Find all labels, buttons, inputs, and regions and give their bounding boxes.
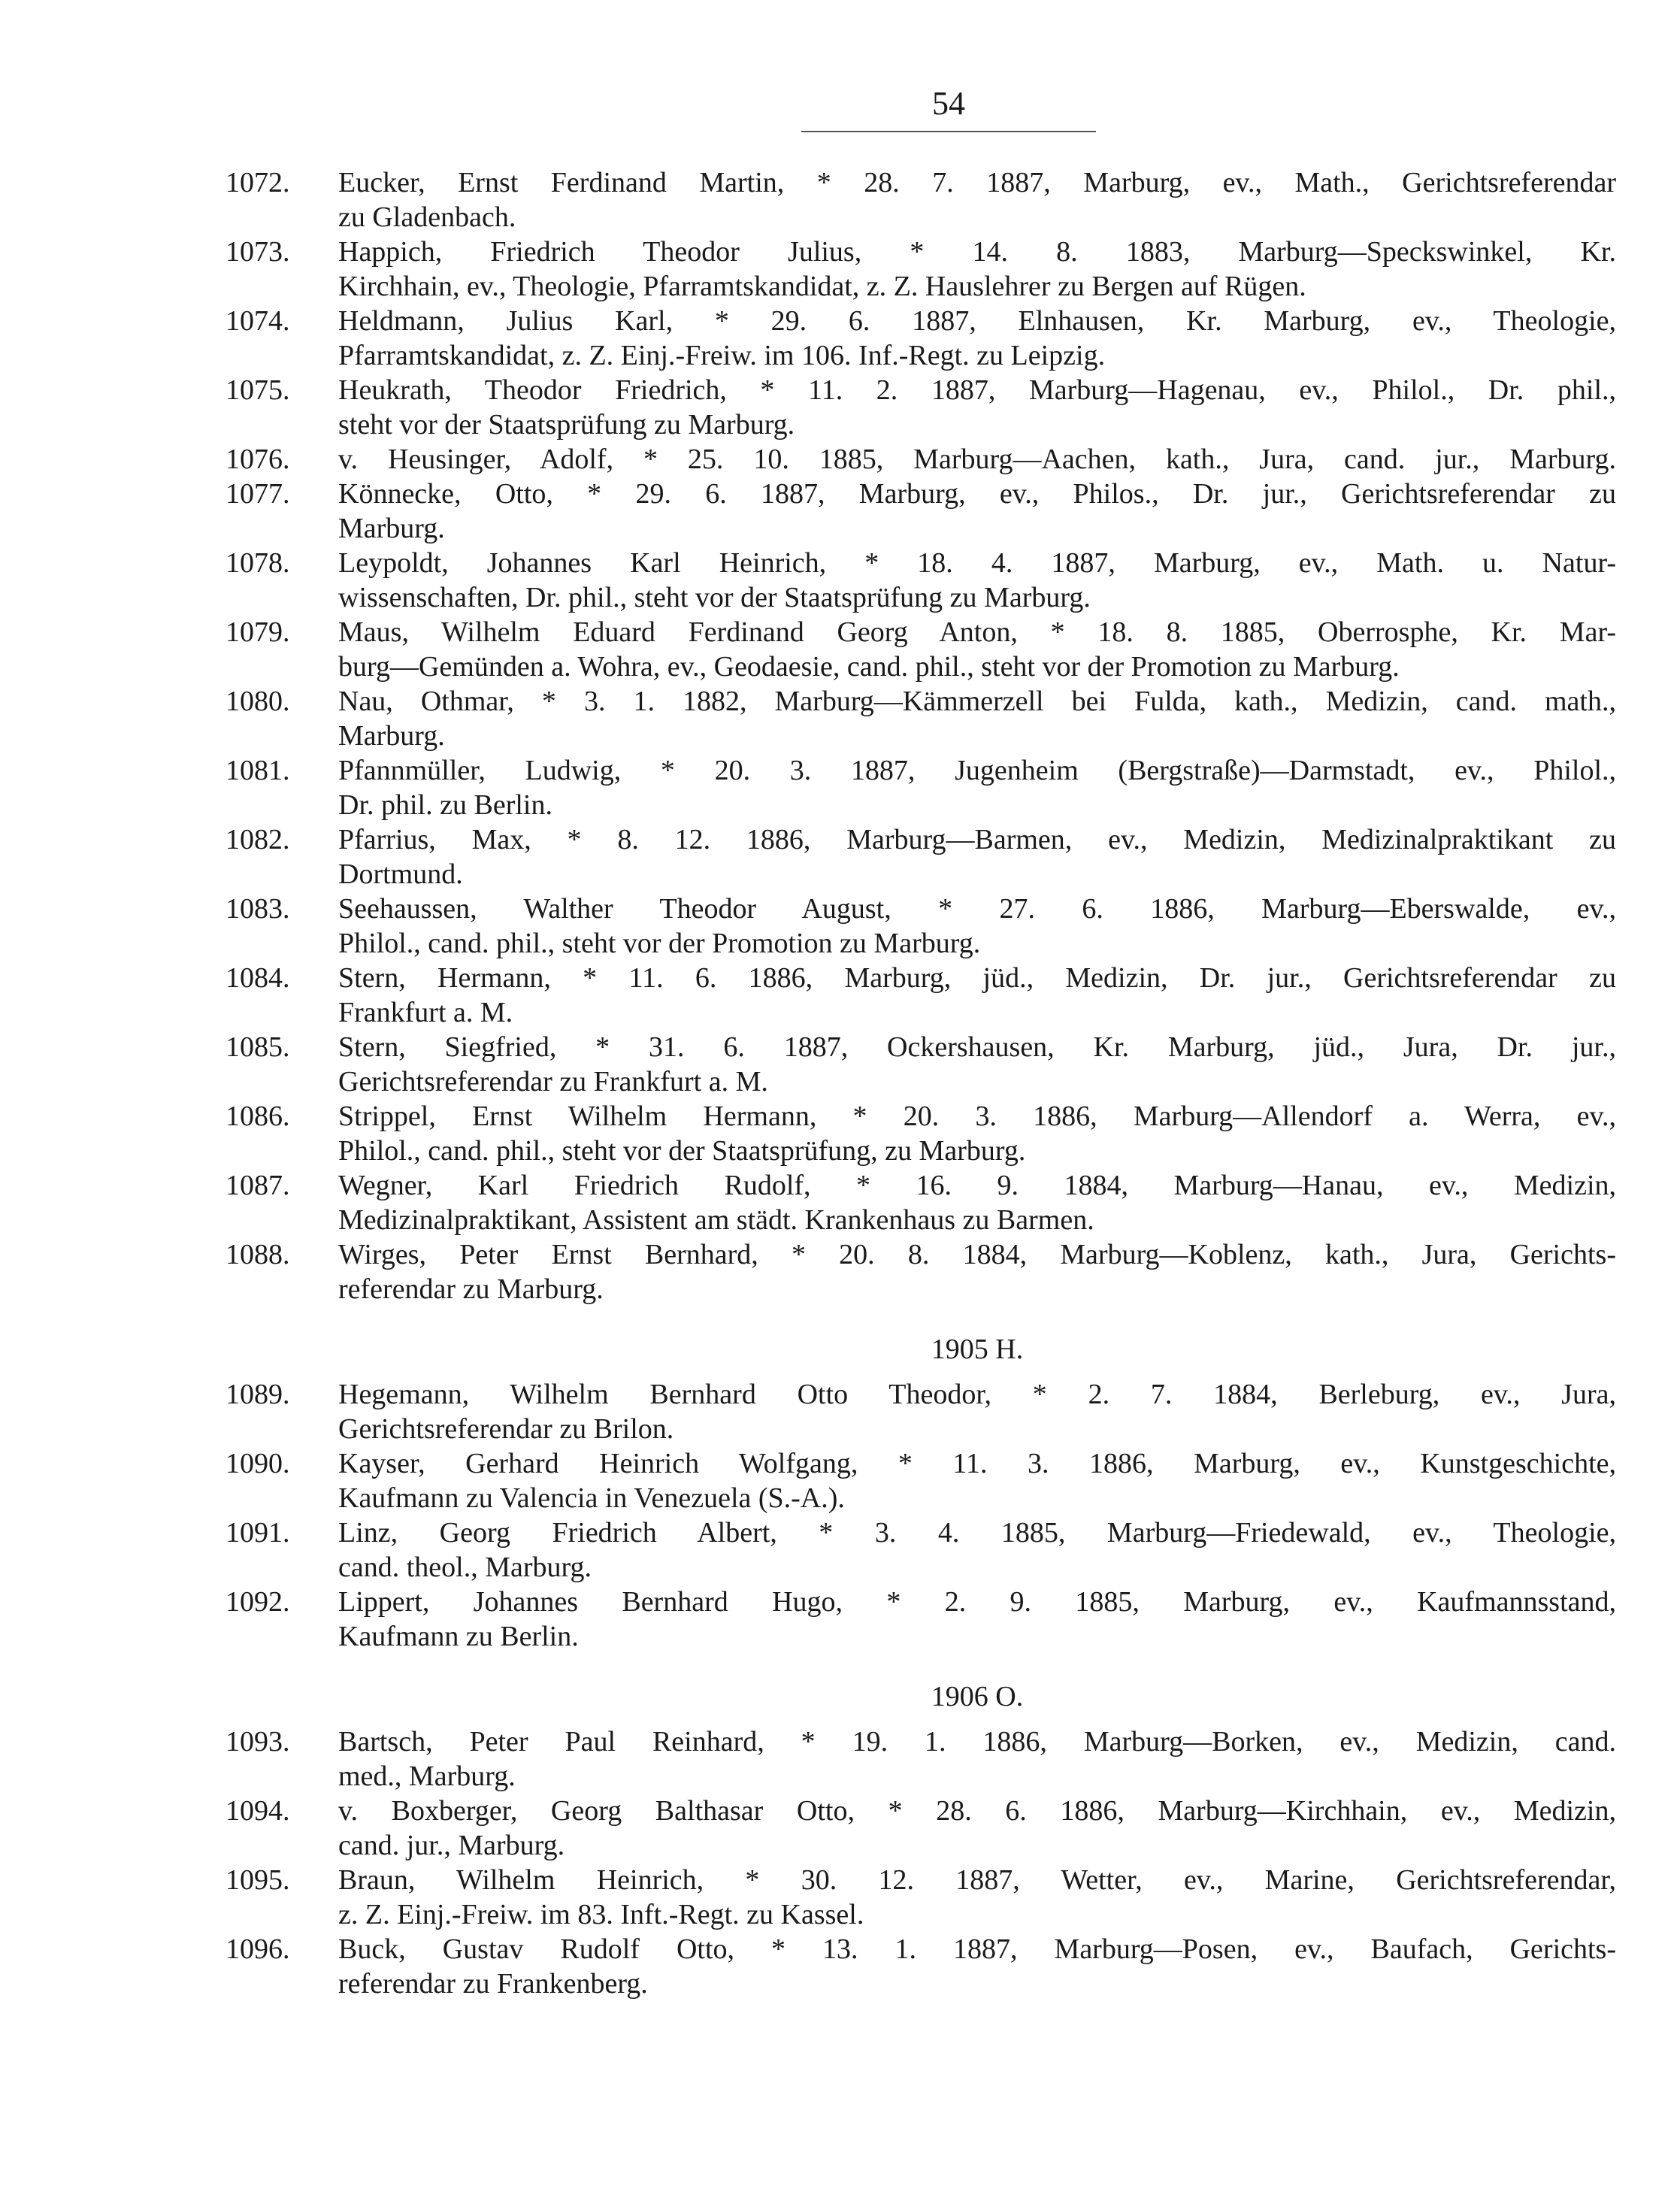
register-entry — [226, 615, 1616, 684]
entry-text-line-2: Dortmund. — [338, 858, 463, 890]
entry-text-line-2: Dr. phil. zu Berlin. — [338, 789, 552, 821]
register-entry — [226, 442, 1616, 477]
register-entry — [226, 235, 1616, 304]
entry-text-line-1: v. Heusinger, Adolf, * 25. 10. 1885, Marburg—Aachen, kath., Jura, cand. jur., Marburg. — [338, 444, 1616, 475]
entry-number: 1076. — [226, 444, 290, 475]
entry-text-line-1: Könnecke, Otto, * 29. 6. 1887, Marburg, ev., Philos., Dr. jur., Gerichtsreferendar zu — [338, 478, 1616, 510]
entry-text-line-1: Nau, Othmar, * 3. 1. 1882, Marburg—Kämmerzell bei Fulda, kath., Medizin, cand. math., — [338, 686, 1616, 717]
entry-text-line-2: Kirchhain, ev., Theologie, Pfarramtskandidat, z. Z. Hauslehrer zu Bergen auf Rügen. — [338, 271, 1306, 302]
entry-number: 1094. — [226, 1795, 290, 1827]
entry-text-line-1: Wirges, Peter Ernst Bernhard, * 20. 8. 1884, Marburg—Koblenz, kath., Jura, Gerichts- — [338, 1239, 1616, 1270]
page-number-rule — [801, 131, 1096, 132]
register-entry — [226, 1724, 1616, 1794]
entry-number: 1072. — [226, 167, 290, 198]
register-entry — [226, 304, 1616, 373]
entry-text-line-2: Marburg. — [338, 720, 445, 752]
entry-text-line-1: Braun, Wilhelm Heinrich, * 30. 12. 1887, Wetter, ev., Marine, Gerichtsreferendar, — [338, 1864, 1616, 1896]
entry-text-line-1: Pfarrius, Max, * 8. 12. 1886, Marburg—Barmen, ev., Medizin, Medizinalpraktikant zu — [338, 824, 1616, 855]
entry-text-line-1: Heldmann, Julius Karl, * 29. 6. 1887, Elnhausen, Kr. Marburg, ev., Theologie, — [338, 305, 1616, 337]
entry-text-line-1: Heukrath, Theodor Friedrich, * 11. 2. 1887, Marburg—Hagenau, ev., Philol., Dr. phil., — [338, 374, 1616, 406]
register-entry — [226, 1863, 1616, 1932]
register-entry — [226, 1237, 1616, 1306]
entry-text-line-2: med., Marburg. — [338, 1761, 516, 1792]
entry-number: 1090. — [226, 1448, 290, 1479]
entry-text-line-2: burg—Gemünden a. Wohra, ev., Geodaesie, cand. phil., steht vor der Promotion zu Marburg. — [338, 651, 1400, 683]
entry-number: 1096. — [226, 1933, 290, 1965]
register-entry — [226, 892, 1616, 961]
entry-text-line-1: Leypoldt, Johannes Karl Heinrich, * 18. 4. 1887, Marburg, ev., Math. u. Natur- — [338, 547, 1616, 579]
entry-text-line-1: Seehaussen, Walther Theodor August, * 27. 6. 1886, Marburg—Eberswalde, ev., — [338, 893, 1616, 925]
entry-text-line-2: Philol., cand. phil., steht vor der Staatsprüfung, zu Marburg. — [338, 1135, 1026, 1167]
register-entry — [226, 1377, 1616, 1446]
entry-text-line-2: Marburg. — [338, 513, 445, 544]
entry-number: 1091. — [226, 1517, 290, 1549]
entry-text-line-1: v. Boxberger, Georg Balthasar Otto, * 28. 6. 1886, Marburg—Kirchhain, ev., Medizin, — [338, 1795, 1616, 1827]
entry-number: 1087. — [226, 1170, 290, 1201]
entry-number: 1081. — [226, 755, 290, 786]
entry-text-line-2: referendar zu Marburg. — [338, 1273, 604, 1305]
entry-text-line-2: Gerichtsreferendar zu Brilon. — [338, 1413, 674, 1445]
entry-text-line-2: zu Gladenbach. — [338, 201, 516, 233]
entry-number: 1074. — [226, 305, 290, 337]
register-entry — [226, 1932, 1616, 2001]
entry-number: 1077. — [226, 478, 290, 510]
entry-number: 1075. — [226, 374, 290, 406]
entry-text-line-2: cand. jur., Marburg. — [338, 1830, 565, 1861]
entry-text-line-2: Pfarramtskandidat, z. Z. Einj.-Freiw. im 106. Inf.-Regt. zu Leipzig. — [338, 340, 1106, 371]
register-entry — [226, 477, 1616, 546]
register-entry — [226, 961, 1616, 1030]
entry-text-line-2: Kaufmann zu Berlin. — [338, 1621, 579, 1652]
register-entries — [226, 165, 1616, 2001]
entry-text-line-2: z. Z. Einj.-Freiw. im 83. Inft.-Regt. zu Kassel. — [338, 1899, 864, 1930]
entry-number: 1093. — [226, 1726, 290, 1758]
entry-text-line-2: Frankfurt a. M. — [338, 997, 513, 1028]
entry-text-line-2: wissenschaften, Dr. phil., steht vor der Staatsprüfung zu Marburg. — [338, 582, 1091, 613]
entry-text-line-1: Eucker, Ernst Ferdinand Martin, * 28. 7. 1887, Marburg, ev., Math., Gerichtsreferendar — [338, 167, 1616, 198]
entry-number: 1092. — [226, 1586, 290, 1618]
page-number: 54 — [932, 85, 965, 122]
entry-number: 1079. — [226, 616, 290, 648]
entry-text-line-2: referendar zu Frankenberg. — [338, 1968, 648, 2000]
entry-number: 1089. — [226, 1379, 290, 1410]
register-entry — [226, 753, 1616, 822]
entry-text-line-2: Gerichtsreferendar zu Frankfurt a. M. — [338, 1066, 768, 1098]
entry-number: 1073. — [226, 236, 290, 268]
entry-number: 1078. — [226, 547, 290, 579]
register-entry — [226, 1446, 1616, 1515]
register-entry — [226, 1515, 1616, 1585]
entry-text-line-1: Stern, Siegfried, * 31. 6. 1887, Ockershausen, Kr. Marburg, jüd., Jura, Dr. jur., — [338, 1031, 1616, 1063]
entry-text-line-1: Wegner, Karl Friedrich Rudolf, * 16. 9. 1884, Marburg—Hanau, ev., Medizin, — [338, 1170, 1616, 1201]
entry-text-line-2: Kaufmann zu Valencia in Venezuela (S.-A.). — [338, 1482, 845, 1514]
entry-number: 1085. — [226, 1031, 290, 1063]
section-heading: 1906 O. — [931, 1681, 1024, 1712]
register-entry — [226, 373, 1616, 442]
entry-number: 1082. — [226, 824, 290, 855]
entry-text-line-1: Hegemann, Wilhelm Bernhard Otto Theodor, * 2. 7. 1884, Berleburg, ev., Jura, — [338, 1379, 1616, 1410]
register-entry — [226, 1585, 1616, 1654]
entry-text-line-2: Medizinalpraktikant, Assistent am städt. Krankenhaus zu Barmen. — [338, 1204, 1094, 1236]
register-entry — [226, 1099, 1616, 1168]
entry-text-line-1: Strippel, Ernst Wilhelm Hermann, * 20. 3. 1886, Marburg—Allendorf a. Werra, ev., — [338, 1101, 1616, 1132]
entry-text-line-1: Stern, Hermann, * 11. 6. 1886, Marburg, jüd., Medizin, Dr. jur., Gerichtsreferendar zu — [338, 962, 1616, 994]
register-entry — [226, 1794, 1616, 1863]
section-heading: 1905 H. — [931, 1334, 1024, 1365]
entry-text-line-1: Happich, Friedrich Theodor Julius, * 14. 8. 1883, Marburg—Speckswinkel, Kr. — [338, 236, 1616, 268]
register-entry — [226, 822, 1616, 892]
register-entry — [226, 684, 1616, 753]
entry-text-line-1: Pfannmüller, Ludwig, * 20. 3. 1887, Jugenheim (Bergstraße)—Darmstadt, ev., Philol., — [338, 755, 1616, 786]
entry-text-line-2: steht vor der Staatsprüfung zu Marburg. — [338, 409, 795, 441]
register-entry — [226, 1168, 1616, 1237]
entry-number: 1088. — [226, 1239, 290, 1270]
entry-number: 1086. — [226, 1101, 290, 1132]
entry-text-line-1: Buck, Gustav Rudolf Otto, * 13. 1. 1887, Marburg—Posen, ev., Baufach, Gerichts- — [338, 1933, 1616, 1965]
entry-text-line-2: Philol., cand. phil., steht vor der Promotion zu Marburg. — [338, 928, 981, 959]
entry-text-line-2: cand. theol., Marburg. — [338, 1552, 592, 1583]
entry-number: 1084. — [226, 962, 290, 994]
register-entry — [226, 1030, 1616, 1099]
entry-text-line-1: Linz, Georg Friedrich Albert, * 3. 4. 1885, Marburg—Friedewald, ev., Theologie, — [338, 1517, 1616, 1549]
entry-text-line-1: Lippert, Johannes Bernhard Hugo, * 2. 9. 1885, Marburg, ev., Kaufmannsstand, — [338, 1586, 1616, 1618]
entry-number: 1083. — [226, 893, 290, 925]
entry-text-line-1: Kayser, Gerhard Heinrich Wolfgang, * 11. 3. 1886, Marburg, ev., Kunstgeschichte, — [338, 1448, 1616, 1479]
entry-number: 1080. — [226, 686, 290, 717]
entry-text-line-1: Maus, Wilhelm Eduard Ferdinand Georg Anton, * 18. 8. 1885, Oberrosphe, Kr. Mar- — [338, 616, 1616, 648]
entry-number: 1095. — [226, 1864, 290, 1896]
entry-text-line-1: Bartsch, Peter Paul Reinhard, * 19. 1. 1886, Marburg—Borken, ev., Medizin, cand. — [338, 1726, 1616, 1758]
register-entry — [226, 546, 1616, 615]
register-entry — [226, 165, 1616, 235]
